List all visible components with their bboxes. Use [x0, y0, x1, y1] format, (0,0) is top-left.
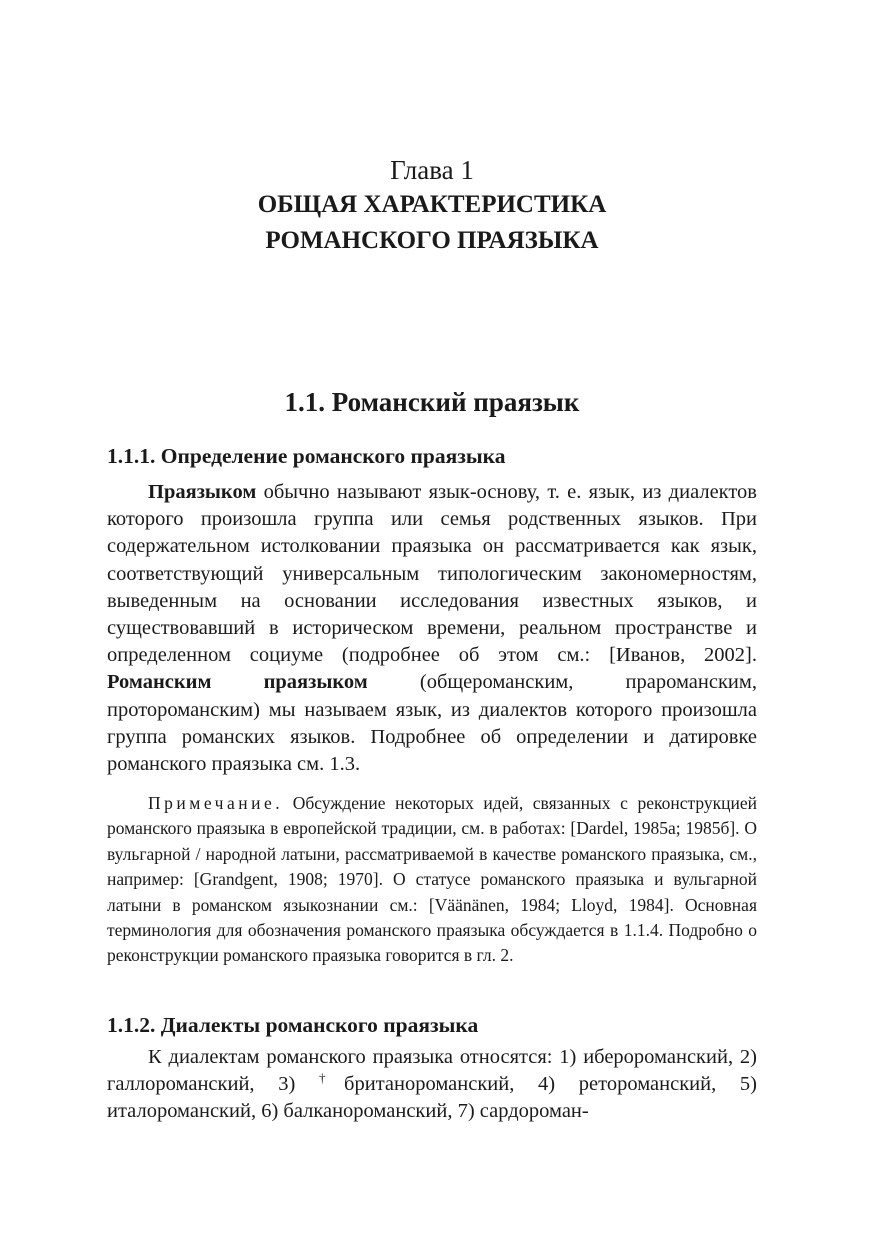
note-text: Обсуждение некоторых идей, связанных с реконструкцией романского праязыка в европейской традиции, см. в работах: [Dardel, 1985а; 1985б]. О вульгарной / народной латыни, рассматриваемой в качестве романского праязыка, см., например: [Grandgent, 1908; 1970]. О статусе романского праязыка и вульгарной латыни в романском языкознании см.: [Väänänen, 1984; Lloyd, 1984]. Основная терминология для обозначения романского праязыка обсуждается в 1.1.4. Подробно о реконструкции романского праязыка говорится в гл. 2.: [107, 793, 757, 966]
chapter-title-line-1: ОБЩАЯ ХАРАКТЕРИСТИКА: [257, 191, 607, 218]
paragraph-text-2: (общероманским, прароманским, протороманским) мы называем язык, из диалектов которого произошла группа романских языков. Подробнее об определении и датировке романского праязыка см. 1.3.: [107, 671, 757, 776]
subsection-title-1-1-1: 1.1.1. Определение романского праязыка: [107, 444, 506, 468]
chapter-title: [107, 187, 757, 259]
paragraph-definition: [107, 479, 757, 778]
paragraph-text-1: обычно называют язык-основу, т. е. язык, из диалектов которого произошла группа или семья родственных языков. При содержательном истолковании праязыка он рассматривается как язык, соответствующий универсальным типологическим закономерностям, выведенным на основании исследования известных языков, и существовавший в историческом времени, реальном пространстве и определенном социуме (подробнее об этом см.: [Иванов, 2002].: [107, 481, 757, 667]
dagger-mark: †: [318, 1070, 345, 1086]
term-prayazyk: Праязыком: [148, 481, 257, 503]
dialects-text-a: К диалектам романского праязыка относятся: 1) иберороманский, 2) галлороманский, 3): [107, 1046, 757, 1096]
dialects-text-b: британороманский, 4) ретороманский, 5) италороманский, 6) балканороманский, 7) сардороман-: [107, 1073, 757, 1123]
paragraph-dialects: [107, 1044, 757, 1126]
chapter-title-line-2: РОМАНСКОГО ПРАЯЗЫКА: [265, 227, 599, 254]
note-label: Примечание.: [148, 793, 284, 813]
note-paragraph: [107, 791, 757, 969]
chapter-label: Глава 1: [390, 155, 474, 185]
section-title: 1.1. Романский праязык: [284, 387, 580, 417]
term-romance-prayazyk: Романским праязыком: [107, 671, 368, 694]
subsection-title-1-1-2: 1.1.2. Диалекты романского праязыка: [107, 1013, 479, 1037]
